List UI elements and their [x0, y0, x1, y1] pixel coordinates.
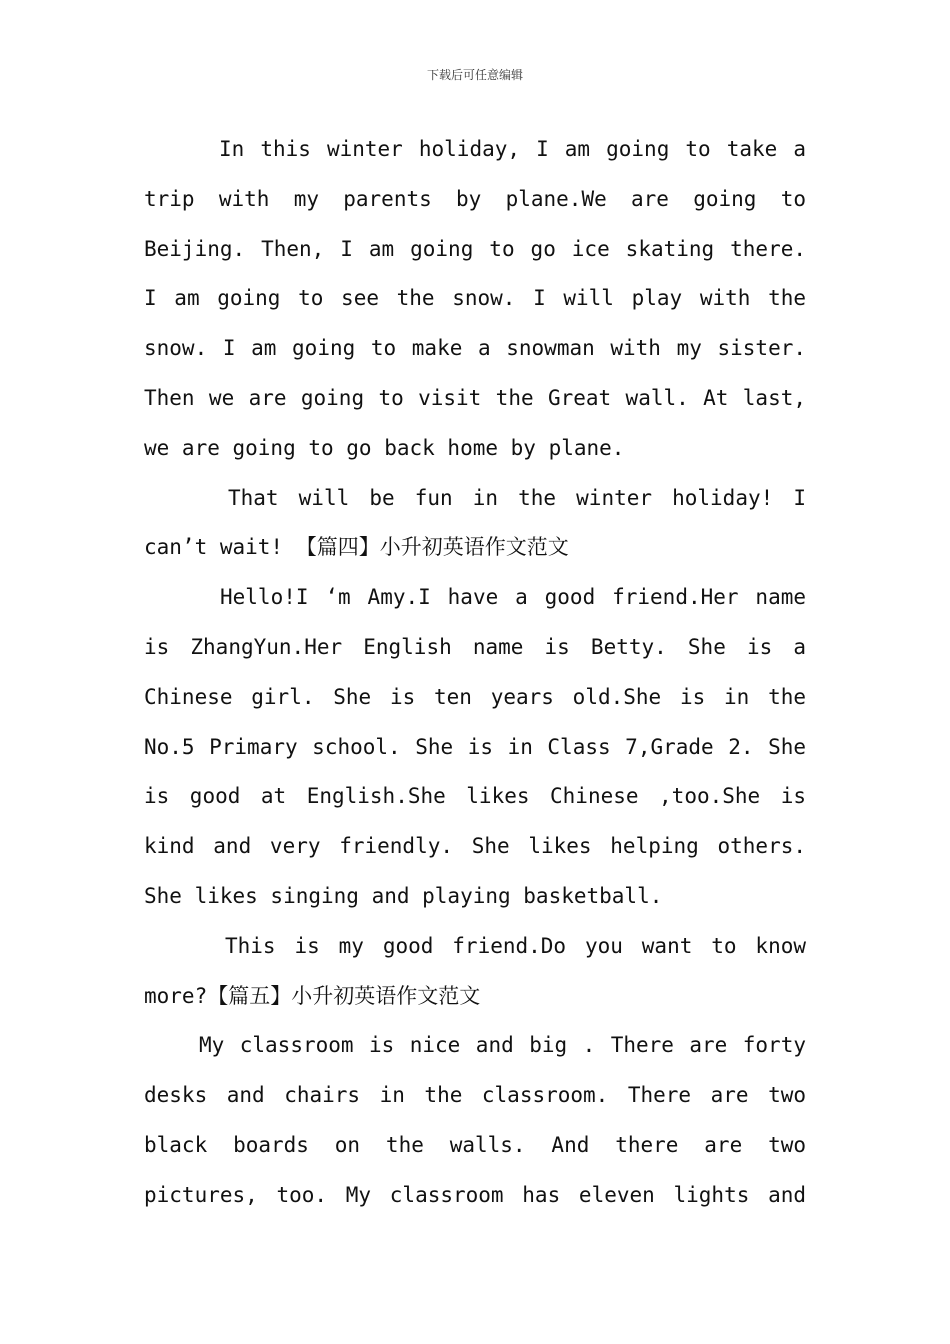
text-line: black boards on the walls. And there are two: [144, 1132, 806, 1157]
essay-body: [144, 125, 806, 1221]
text-line: is ZhangYun.Her English name is Betty. She is a: [144, 634, 806, 659]
text-line: can’t wait! 【篇四】小升初英语作文范文: [144, 535, 569, 560]
text-line: Beijing. Then, I am going to go ice skating there.: [144, 236, 806, 261]
text-line: is good at English.She likes Chinese ,too.She is: [144, 784, 806, 809]
text-line: we are going to go back home by plane.: [144, 435, 625, 460]
text-line: trip with my parents by plane.We are going to: [144, 186, 806, 211]
text-line: My classroom is nice and big . There are forty: [199, 1033, 806, 1058]
text-line: Hello!I ‘m Amy.I have a good friend.Her name: [220, 585, 806, 610]
text-line: She likes singing and playing basketball.: [144, 883, 663, 908]
text-line: This is my good friend.Do you want to know: [225, 933, 806, 958]
text-line: pictures, too. My classroom has eleven lights and: [144, 1182, 806, 1207]
text-line: Chinese girl. She is ten years old.She is in the: [144, 684, 806, 709]
text-line: kind and very friendly. She likes helping others.: [144, 834, 806, 859]
text-line: more?【篇五】小升初英语作文范文: [144, 983, 481, 1008]
text-line: Then we are going to visit the Great wall. At last,: [144, 385, 806, 410]
page-header: 下载后可任意编辑: [426, 68, 523, 82]
text-line: snow. I am going to make a snowman with my sister.: [144, 336, 806, 361]
text-line: desks and chairs in the classroom. There are two: [144, 1083, 806, 1108]
text-line: I am going to see the snow. I will play with the: [144, 286, 806, 311]
text-line: No.5 Primary school. She is in Class 7,Grade 2. She: [144, 734, 806, 759]
text-line: That will be fun in the winter holiday! I: [228, 485, 806, 510]
text-line: In this winter holiday, I am going to take a: [219, 137, 806, 161]
